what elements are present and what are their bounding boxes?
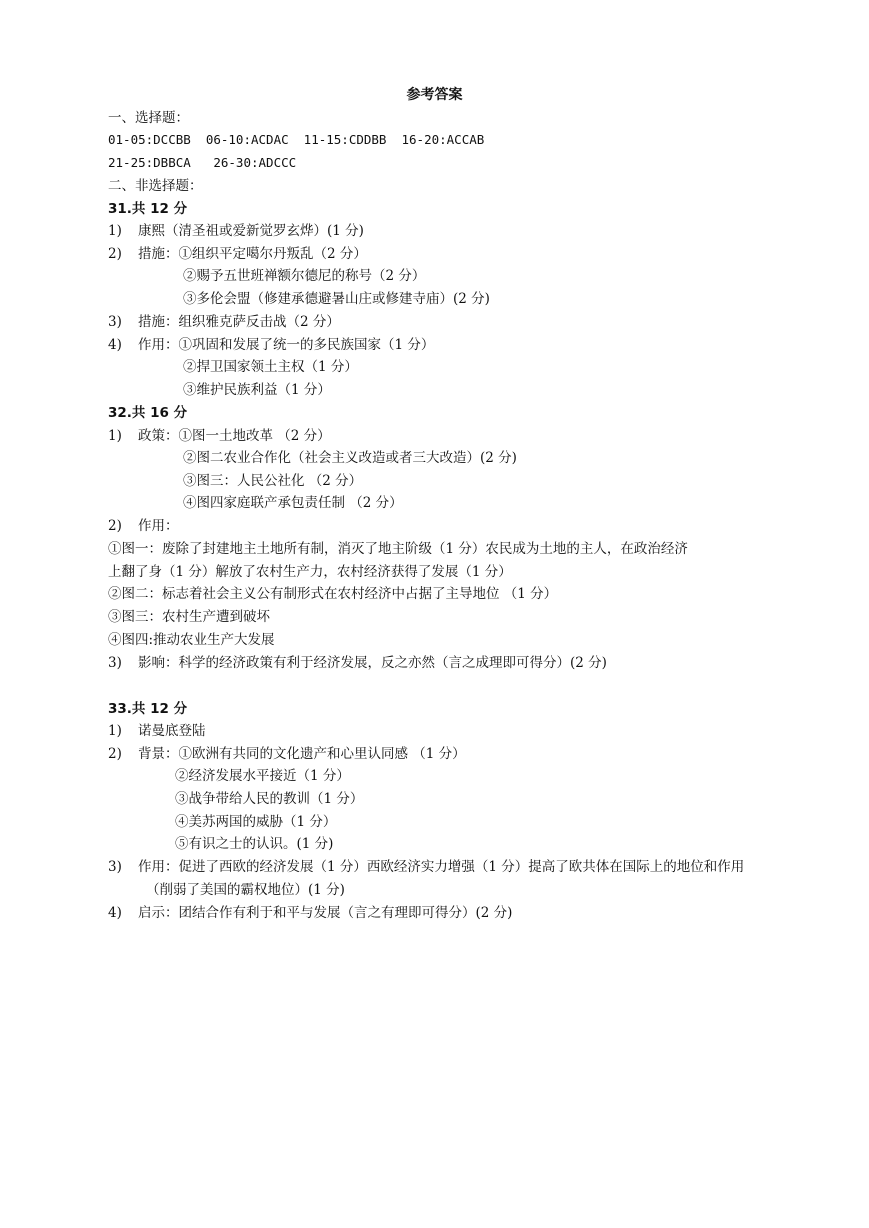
- item-number: 1): [108, 223, 122, 239]
- q31-answer-1: [108, 222, 364, 240]
- q33-answer-2b: ②经济发展水平接近（1 分）: [175, 768, 350, 784]
- q32-answer-1d: ④图四家庭联产承包责任制 （2 分）: [183, 495, 403, 511]
- q33-answer-3b: （削弱了美国的霸权地位）(1 分): [146, 882, 345, 898]
- q31-answer-3: [108, 313, 340, 331]
- item-text: 作用：①巩固和发展了统一的多民族国家（1 分）: [138, 337, 435, 353]
- q32-paragraph-3: ③图三：农村生产遭到破坏: [108, 609, 270, 625]
- item-number: 1): [108, 428, 122, 444]
- item-text: 康熙（清圣祖或爱新觉罗玄烨）(1 分): [138, 223, 364, 239]
- item-text: 政策：①图一土地改革 （2 分）: [138, 428, 331, 444]
- q33-answer-2c: ③战争带给人民的教训（1 分）: [175, 791, 364, 807]
- q32-answer-1b: ②图二农业合作化（社会主义改造或者三大改造）(2 分): [183, 450, 517, 466]
- item-text: 作用：: [138, 518, 179, 534]
- q32-paragraph-4: ④图四:推动农业生产大发展: [108, 632, 275, 648]
- q33-answer-2: [108, 745, 466, 763]
- q31-answer-2: [108, 245, 367, 263]
- item-number: 1): [108, 723, 122, 739]
- q31-answer-4: [108, 336, 434, 354]
- q32-answer-2: [108, 517, 179, 535]
- item-number: 3): [108, 314, 122, 330]
- choice-answers-row1: 01-05:DCCBB 06-10:ACDAC 11-15:CDDBB 16-20:ACCAB: [108, 132, 485, 147]
- q33-answer-2d: ④美苏两国的威胁（1 分）: [175, 814, 337, 830]
- item-text: 背景：①欧洲有共同的文化遗产和心里认同感 （1 分）: [138, 746, 466, 762]
- item-text: 启示：团结合作有利于和平与发展（言之有理即可得分）(2 分): [138, 905, 513, 921]
- item-number: 2): [108, 518, 122, 534]
- q31-answer-4c: ③维护民族利益（1 分）: [183, 382, 331, 398]
- item-number: 4): [108, 905, 122, 921]
- item-text: 措施：组织雅克萨反击战（2 分）: [138, 314, 340, 330]
- q31-heading: 31.共 12 分: [108, 201, 188, 217]
- item-text: 诺曼底登陆: [138, 723, 206, 739]
- q32-answer-1: [108, 427, 331, 445]
- q32-answer-3: [108, 654, 607, 672]
- q31-answer-2c: ③多伦会盟（修建承德避暑山庄或修建寺庙）(2 分): [183, 291, 490, 307]
- item-number: 2): [108, 246, 122, 262]
- q33-heading: 33.共 12 分: [108, 701, 188, 717]
- item-number: 3): [108, 655, 122, 671]
- q33-answer-3: [108, 858, 744, 876]
- q31-answer-2b: ②赐予五世班禅额尔德尼的称号（2 分）: [183, 268, 426, 284]
- q32-paragraph-1-cont: 上翻了身（1 分）解放了农村生产力，农村经济获得了发展（1 分）: [108, 564, 512, 580]
- item-text: 作用：促进了西欧的经济发展（1 分）西欧经济实力增强（1 分）提高了欧共体在国际上的地位和作用: [138, 859, 745, 875]
- q33-answer-2e: ⑤有识之士的认识。(1 分): [175, 836, 334, 852]
- q31-answer-4b: ②捍卫国家领土主权（1 分）: [183, 359, 358, 375]
- item-number: 3): [108, 859, 122, 875]
- item-text: 影响：科学的经济政策有利于经济发展，反之亦然（言之成理即可得分）(2 分): [138, 655, 607, 671]
- section2-heading: 二、非选择题：: [108, 178, 203, 194]
- choice-answers-row2: 21-25:DBBCA 26-30:ADCCC: [108, 155, 297, 170]
- q32-heading: 32.共 16 分: [108, 405, 188, 421]
- q32-answer-1c: ③图三：人民公社化 （2 分）: [183, 473, 363, 489]
- q33-answer-1: [108, 722, 206, 740]
- q33-answer-4: [108, 904, 512, 922]
- page-title: 参考答案: [406, 87, 463, 103]
- section1-heading: 一、选择题：: [108, 110, 189, 126]
- item-number: 4): [108, 337, 122, 353]
- item-text: 措施：①组织平定噶尔丹叛乱（2 分）: [138, 246, 367, 262]
- q32-paragraph-1: ①图一：废除了封建地主土地所有制，消灭了地主阶级（1 分）农民成为土地的主人，在政治经济: [108, 541, 688, 557]
- item-number: 2): [108, 746, 122, 762]
- q32-paragraph-2: ②图二：标志着社会主义公有制形式在农村经济中占据了主导地位 （1 分）: [108, 586, 558, 602]
